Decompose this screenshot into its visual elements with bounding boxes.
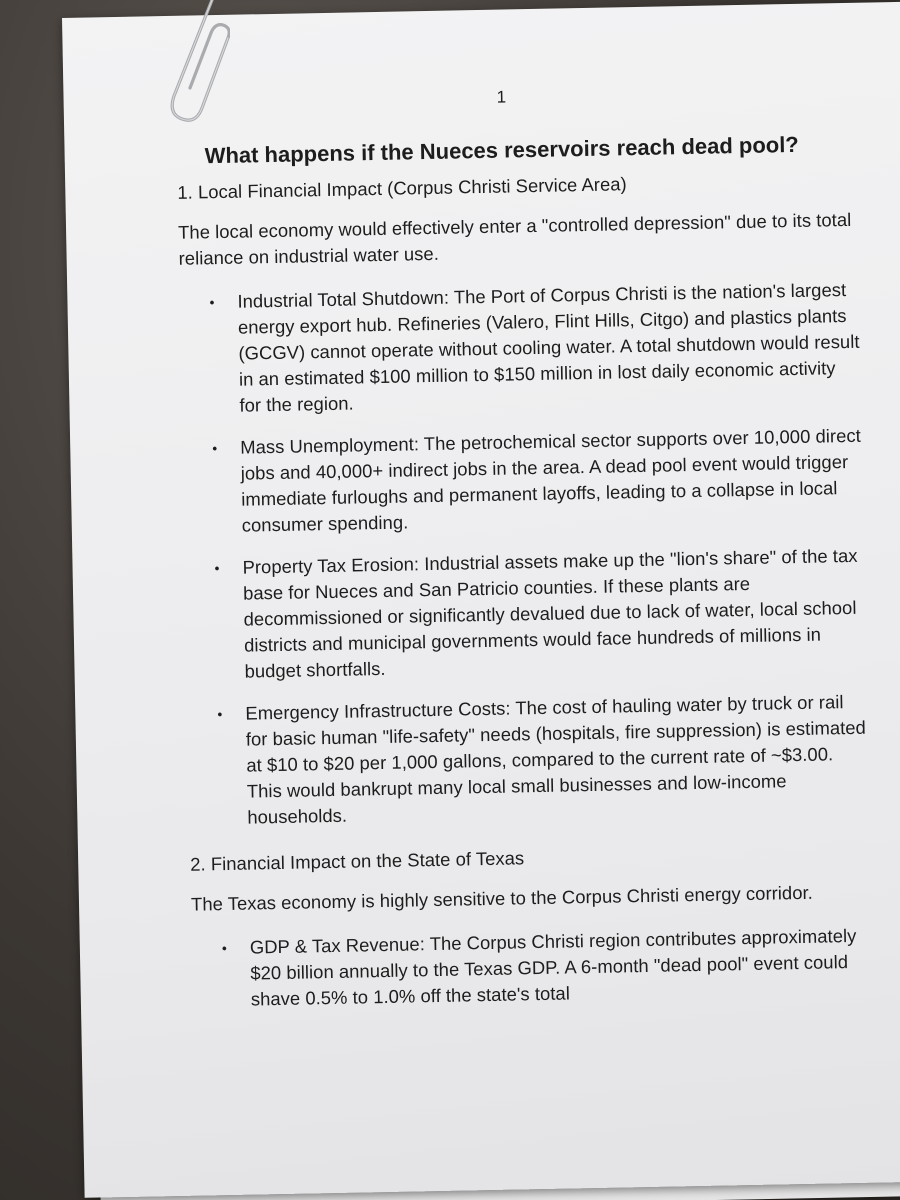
section-intro: The Texas economy is highly sensitive to the Corpus Christi energy corridor. <box>190 881 813 915</box>
document-page <box>62 2 900 1198</box>
list-item-text: Mass Unemployment: The petrochemical sector supports over 10,000 direct jobs and 40,000+ indirect jobs in the area. A dead pool event would trigger immediate furloughs and permanent layoffs, leading to a collapse in local consumer spending. <box>240 424 861 536</box>
document-body <box>177 167 873 1034</box>
bullet-icon: • <box>214 560 220 577</box>
section-heading: 2. Financial Impact on the State of Texas <box>190 847 525 875</box>
bullet-icon: • <box>212 440 218 457</box>
list-item <box>187 689 869 832</box>
bullet-icon: • <box>209 294 215 311</box>
list-item <box>179 277 861 420</box>
paperclip-icon <box>160 0 230 130</box>
list-item <box>184 543 866 686</box>
bullet-list <box>192 923 873 1014</box>
bullet-list <box>179 277 869 832</box>
document-title: What happens if the Nueces reservoirs reach dead pool? <box>204 131 799 169</box>
page-number: 1 <box>496 87 507 107</box>
list-item-text: Emergency Infrastructure Costs: The cost of hauling water by truck or rail for basic human "life-safety" needs (hospitals, fire suppression) is estimated at $10 to $20 per 1,000 gallons, compared to the current rate of ~$3.00. This would bankrupt many local small businesses and low-income households. <box>245 691 867 828</box>
list-item <box>192 923 873 1014</box>
list-item-text: Property Tax Erosion: Industrial assets make up the "lion's share" of the tax base for Nueces and San Patricio counties. If these plants are decommissioned or significantly devalued due to lack of water, local school districts and municipal governments would face hundreds of millions in budget shortfalls. <box>242 544 858 682</box>
bullet-icon: • <box>217 706 223 723</box>
section-intro: The local economy would effectively enter a "controlled depression" due to its total reliance on industrial water use. <box>177 208 852 269</box>
list-item <box>182 423 864 540</box>
list-item-text: GDP & Tax Revenue: The Corpus Christi region contributes approximately $20 billion annually to the Texas GDP. A 6-month "dead pool" event could shave 0.5% to 1.0% off the state's total <box>249 924 857 1010</box>
bullet-icon: • <box>221 940 227 957</box>
list-item-text: Industrial Total Shutdown: The Port of Corpus Christi is the nation's largest energy export hub. Refineries (Valero, Flint Hills, Citgo) and plastics plants (GCGV) cannot operate without cooling water. A total shutdown would result in an estimated $100 million to $150 million in lost daily economic activity for the region. <box>237 278 860 416</box>
section-heading: 1. Local Financial Impact (Corpus Christi Service Area) <box>177 173 627 203</box>
